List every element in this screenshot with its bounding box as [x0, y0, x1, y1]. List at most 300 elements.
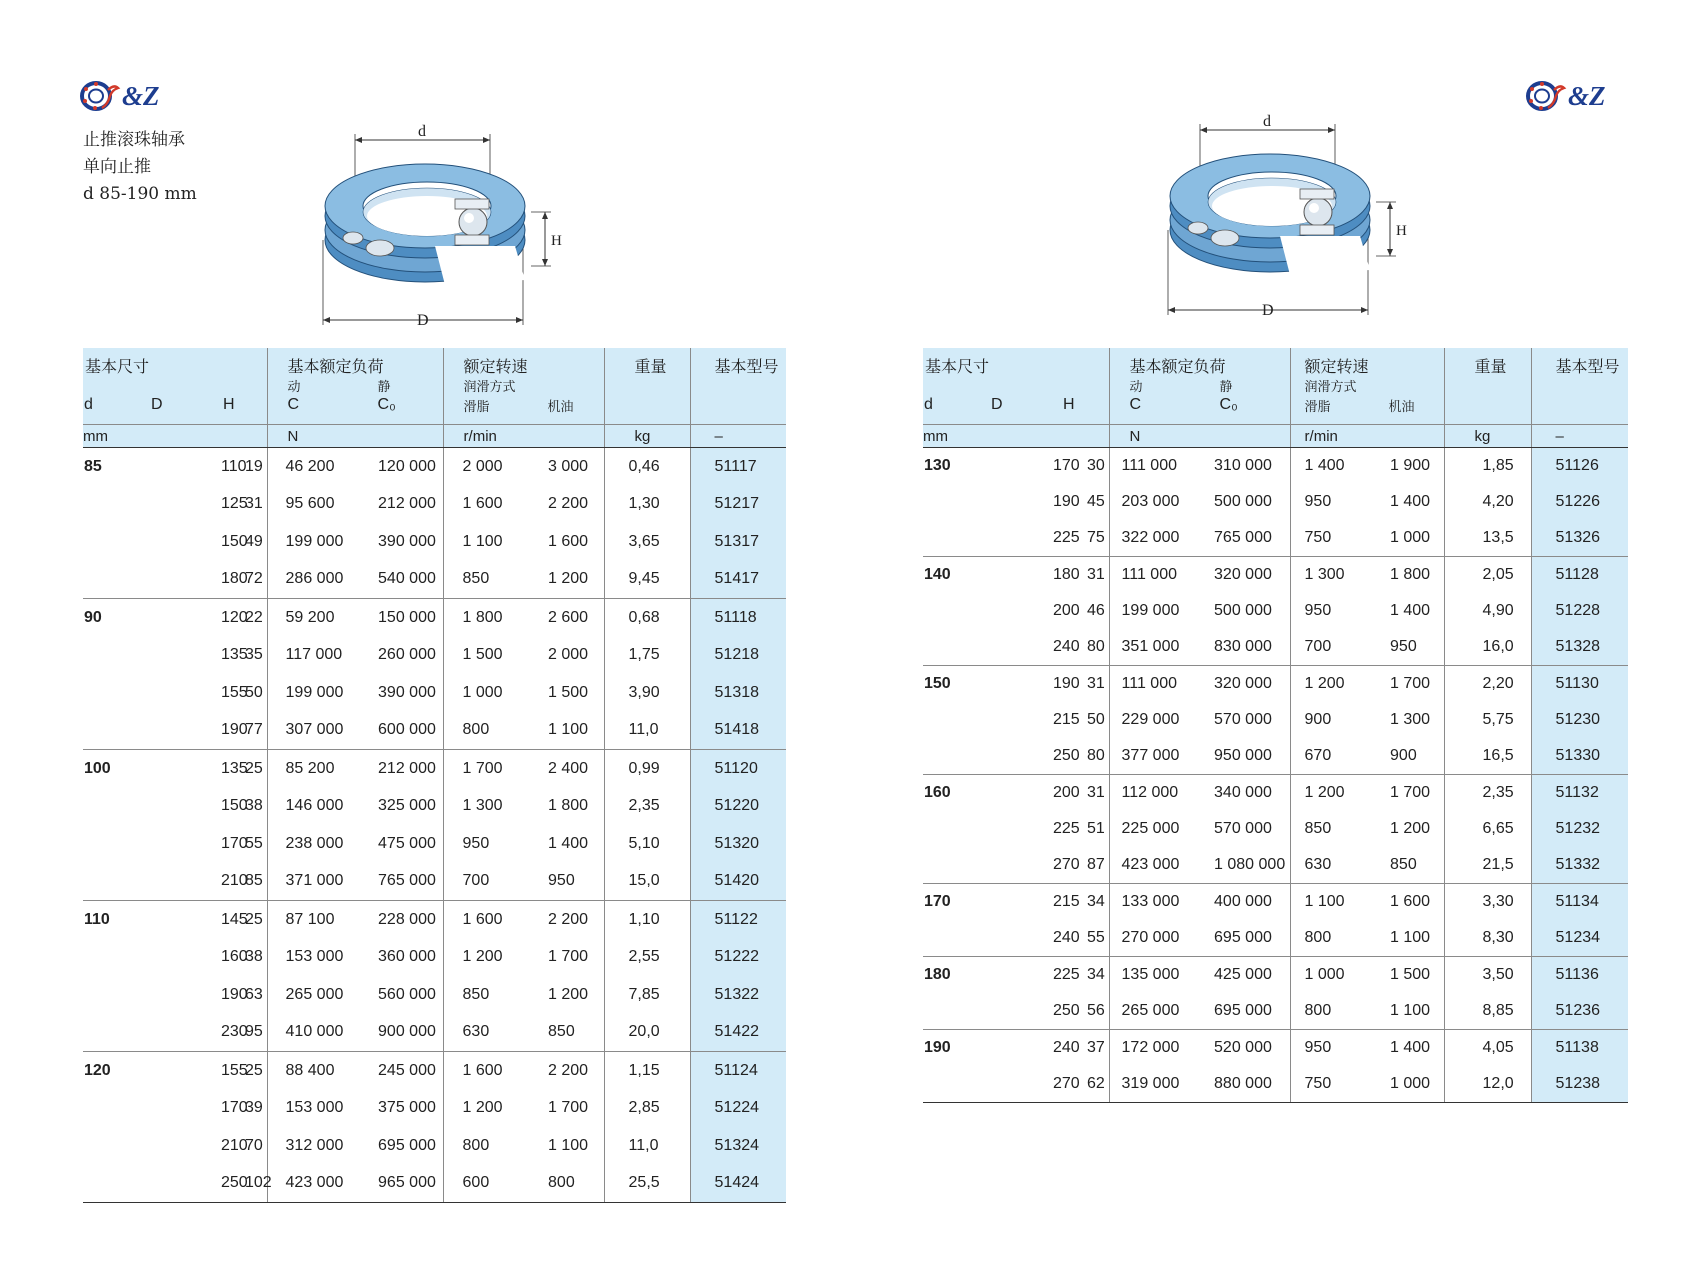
cell-c0: 150 000 [360, 599, 443, 637]
thrust-bearing-diagram-right [1160, 110, 1420, 325]
table-row [83, 788, 786, 826]
cell-grease: 800 [462, 721, 490, 739]
cell-oil: 1 200 [529, 561, 604, 599]
cell-model: 51324 [690, 1127, 786, 1165]
cell-d [83, 976, 151, 1014]
cell-d: 190 [991, 666, 1059, 703]
cell-model: 51320 [690, 825, 786, 863]
cell-d: 240 [1053, 929, 1080, 946]
cell-d [923, 520, 991, 557]
cell-d: 240 [1053, 638, 1080, 655]
cell-d: 155 [221, 683, 248, 701]
table-row [83, 674, 786, 712]
cell-grease: 850 [462, 570, 490, 588]
unit-mm: mm [83, 425, 267, 448]
cell-oil: 950 [529, 863, 604, 901]
cell-c0: 390 000 [360, 674, 443, 712]
cell-c: 225 000 [1121, 820, 1180, 837]
cell-grease: 800 [1304, 929, 1332, 946]
cell-model: 51318 [690, 674, 786, 712]
cell-d: 270 [991, 1066, 1059, 1103]
cell-d: 225 [1053, 529, 1080, 546]
cell-d: 120 [83, 1052, 151, 1090]
cell-d: 150 [221, 797, 248, 815]
cell-model: 51128 [1531, 557, 1628, 594]
table-body [923, 348, 1628, 1103]
cell-grease: 700 [1304, 638, 1332, 655]
cell-kg: 4,20 [1444, 484, 1531, 520]
cell-model: 51130 [1531, 666, 1628, 703]
cell-kg: 0,68 [604, 599, 690, 637]
cell-d: 270 [1053, 856, 1080, 873]
table-row [83, 825, 786, 863]
cell-oil: 3 000 [529, 448, 604, 486]
cell-grease: 800 [462, 1136, 490, 1154]
unit-dash: – [1531, 425, 1628, 448]
cell-kg: 0,99 [604, 750, 690, 788]
cell-model: 51234 [1531, 920, 1628, 957]
cell-kg: 2,85 [604, 1090, 690, 1128]
cell-c0: 695 000 [360, 1127, 443, 1165]
cell-h: 45 [1059, 484, 1109, 520]
cell-d: 225 [991, 957, 1059, 994]
unit-kg: kg [1444, 425, 1531, 448]
cell-d: 180 [221, 570, 248, 588]
cell-grease: 630 [462, 1023, 490, 1041]
cell-oil: 1 600 [1376, 884, 1444, 921]
cell-d [83, 523, 151, 561]
cell-c: 111 000 [1121, 457, 1177, 474]
table-row [923, 811, 1628, 847]
cell-grease: 850 [1304, 820, 1332, 837]
cell-d [83, 1090, 151, 1128]
cell-grease: 950 [1304, 493, 1332, 510]
cell-d: 180 [991, 557, 1059, 594]
cell-kg: 9,45 [604, 561, 690, 599]
cell-h: 75 [1059, 520, 1109, 557]
cell-model: 51417 [690, 561, 786, 599]
table-row [923, 629, 1628, 666]
table-row [83, 750, 786, 788]
cell-c0: 880 000 [1202, 1066, 1290, 1103]
cell-d: 210 [221, 1136, 248, 1154]
cell-oil: 850 [529, 1014, 604, 1052]
table-row [83, 1052, 786, 1090]
cell-c: 423 000 [1121, 856, 1180, 873]
cell-d [83, 1014, 151, 1052]
unit-rpm: r/min [443, 425, 604, 448]
cell-c0: 830 000 [1202, 629, 1290, 666]
cell-h: 51 [1059, 811, 1109, 847]
cell-kg: 16,5 [1444, 738, 1531, 775]
cell-model: 51118 [690, 599, 786, 637]
cell-d: 190 [1053, 493, 1080, 510]
d-dimension-label: d [1263, 113, 1271, 130]
cell-c: 111 000 [1109, 557, 1202, 594]
cell-grease: 1 600 [443, 901, 529, 939]
cell-model: 51217 [690, 486, 786, 524]
cell-h: 35 [217, 637, 267, 675]
cell-kg: 1,15 [604, 1052, 690, 1090]
cell-c: 270 000 [1121, 929, 1180, 946]
cell-c0: 600 000 [360, 712, 443, 750]
table-units-row [83, 425, 786, 448]
cell-d: 180 [923, 957, 991, 994]
cell-c0: 570 000 [1202, 702, 1290, 738]
cell-model: 51132 [1531, 775, 1628, 812]
cell-kg: 0,46 [604, 448, 690, 486]
cell-kg: 20,0 [604, 1014, 690, 1052]
cell-h: 19 [217, 448, 267, 486]
cell-d: 190 [923, 1030, 991, 1067]
cell-h: 46 [1059, 593, 1109, 629]
cell-c: 312 000 [285, 1136, 344, 1154]
cell-d [923, 847, 991, 884]
cell-c: 238 000 [285, 834, 344, 852]
title-line-3: d 85-190 mm [83, 184, 197, 204]
cell-h: 70 [217, 1127, 267, 1165]
cell-kg: 15,0 [604, 863, 690, 901]
cell-h: 31 [1059, 666, 1109, 703]
header-speed: 额定转速 润滑方式 滑脂 机油 [443, 348, 604, 425]
table-row [83, 863, 786, 901]
cell-c0: 765 000 [360, 863, 443, 901]
cell-oil: 1 400 [529, 825, 604, 863]
d-dimension-label: d [418, 123, 426, 140]
cell-oil: 1 900 [1376, 448, 1444, 485]
cell-grease: 1 400 [1304, 457, 1345, 474]
cell-grease: 1 000 [462, 683, 503, 701]
cell-c: 88 400 [267, 1052, 360, 1090]
cell-c0: 400 000 [1202, 884, 1290, 921]
cell-model: 51117 [690, 448, 786, 486]
cell-h: 62 [1059, 1066, 1109, 1103]
table-row [923, 1066, 1628, 1103]
cell-c0: 425 000 [1202, 957, 1290, 994]
cell-d: 210 [221, 872, 248, 890]
cell-oil: 1 700 [1376, 666, 1444, 703]
cell-kg: 7,85 [604, 976, 690, 1014]
cell-c0: 325 000 [360, 788, 443, 826]
cell-model: 51330 [1531, 738, 1628, 775]
cell-model: 51332 [1531, 847, 1628, 884]
cell-kg: 3,30 [1444, 884, 1531, 921]
cell-h: 37 [1059, 1030, 1109, 1067]
cell-grease: 750 [1290, 1066, 1376, 1103]
cell-d: 225 [1053, 820, 1080, 837]
cell-d: 250 [151, 1165, 217, 1203]
cell-h: 34 [1059, 884, 1109, 921]
cell-c: 265 000 [1121, 1002, 1180, 1019]
cell-d: 110 [221, 457, 247, 475]
cell-d: 125 [221, 495, 248, 513]
header-weight: 重量 [604, 348, 690, 425]
cell-d: 160 [221, 948, 248, 966]
cell-kg: 2,05 [1444, 557, 1531, 594]
header-designation: 基本型号 [1531, 348, 1628, 425]
product-title [83, 127, 197, 208]
cell-h: 25 [217, 750, 267, 788]
cell-kg: 2,35 [604, 788, 690, 826]
cell-c0: 520 000 [1202, 1030, 1290, 1067]
cell-grease: 950 [462, 834, 490, 852]
header-basic-dims: 基本尺寸 d D H [923, 348, 1109, 425]
cell-h: 55 [1059, 920, 1109, 957]
header-load-ratings: 基本额定负荷 动 静 C C₀ [1109, 348, 1290, 425]
cell-grease: 630 [1304, 856, 1332, 873]
cell-oil: 950 [1376, 629, 1444, 666]
cell-d [923, 702, 991, 738]
table-row [83, 901, 786, 939]
cell-model: 51238 [1531, 1066, 1628, 1103]
table-row [923, 775, 1628, 812]
cell-kg: 25,5 [604, 1165, 690, 1203]
header-weight: 重量 [1444, 348, 1531, 425]
cell-kg: 13,5 [1444, 520, 1531, 557]
cell-c: 203 000 [1121, 493, 1180, 510]
cell-c: 377 000 [1121, 747, 1180, 764]
D-dimension-label: D [417, 312, 429, 329]
cell-model: 51228 [1531, 593, 1628, 629]
cell-d: 200 [1053, 602, 1080, 619]
table-row [83, 448, 786, 486]
cell-h: 63 [217, 976, 267, 1014]
cell-d: 190 [221, 721, 248, 739]
table-row [83, 939, 786, 977]
cell-oil: 1 700 [529, 1090, 604, 1128]
cell-d: 170 [221, 834, 248, 852]
cell-d: 100 [83, 750, 151, 788]
unit-dash: – [690, 425, 786, 448]
header-designation: 基本型号 [690, 348, 786, 425]
unit-mm: mm [923, 425, 1109, 448]
table-row [83, 1165, 786, 1203]
cell-d [83, 939, 151, 977]
cell-oil: 1 800 [529, 788, 604, 826]
cell-kg: 6,65 [1444, 811, 1531, 847]
D-dimension-label: D [1262, 302, 1274, 319]
cell-grease: 1 200 [462, 1099, 503, 1117]
cell-model: 51134 [1531, 884, 1628, 921]
cell-h: 50 [217, 674, 267, 712]
cell-c: 95 600 [285, 495, 335, 513]
cell-h: 38 [217, 939, 267, 977]
unit-rpm: r/min [1290, 425, 1444, 448]
cell-d: 215 [991, 884, 1059, 921]
cell-model: 51136 [1531, 957, 1628, 994]
cell-c0: 212 000 [360, 750, 443, 788]
cell-c0: 360 000 [360, 939, 443, 977]
unit-N: N [1109, 425, 1290, 448]
cell-c: 153 000 [285, 1099, 344, 1117]
cell-c0: 540 000 [360, 561, 443, 599]
cell-d [83, 1165, 151, 1203]
cell-d: 190 [221, 985, 248, 1003]
cell-d [83, 825, 151, 863]
cell-kg: 21,5 [1444, 847, 1531, 884]
cell-h: 77 [217, 712, 267, 750]
table-row [83, 599, 786, 637]
brand-logo [80, 80, 160, 112]
cell-grease: 1 100 [1290, 884, 1376, 921]
table-row [83, 976, 786, 1014]
title-line-2: 单向止推 [83, 157, 151, 177]
cell-model: 51218 [690, 637, 786, 675]
table-units-row [923, 425, 1628, 448]
cell-c: 410 000 [285, 1023, 344, 1041]
table-row [83, 486, 786, 524]
cell-oil: 850 [1376, 847, 1444, 884]
cell-grease: 1 700 [443, 750, 529, 788]
cell-c0: 950 000 [1202, 738, 1290, 775]
cell-h: 102 [217, 1165, 267, 1203]
cell-model: 51322 [690, 976, 786, 1014]
cell-c: 59 200 [267, 599, 360, 637]
table-row [923, 847, 1628, 884]
cell-kg: 1,75 [604, 637, 690, 675]
table-row [923, 957, 1628, 994]
cell-kg: 2,35 [1444, 775, 1531, 812]
cell-kg: 2,55 [604, 939, 690, 977]
cell-oil: 1 700 [1376, 775, 1444, 812]
table-body [83, 348, 786, 1203]
cell-oil: 1 300 [1376, 702, 1444, 738]
cell-oil: 1 400 [1376, 484, 1444, 520]
cell-h: 87 [1059, 847, 1109, 884]
cell-model: 51220 [690, 788, 786, 826]
cell-oil: 2 200 [529, 486, 604, 524]
table-row [83, 712, 786, 750]
cell-d [83, 712, 151, 750]
cell-c0: 965 000 [360, 1165, 443, 1203]
cell-h: 31 [1059, 775, 1109, 812]
table-row [83, 1127, 786, 1165]
table-row [923, 920, 1628, 957]
cell-kg: 16,0 [1444, 629, 1531, 666]
cell-kg: 3,65 [604, 523, 690, 561]
cell-c0: 120 000 [360, 448, 443, 486]
cell-d: 250 [1053, 747, 1080, 764]
header-basic-dims: 基本尺寸 d D H [83, 348, 267, 425]
cell-oil: 1 500 [529, 674, 604, 712]
cell-d: 170 [1053, 457, 1080, 474]
cell-d [923, 811, 991, 847]
cell-c: 112 000 [1109, 775, 1202, 812]
cell-d [923, 738, 991, 775]
cell-oil: 1 700 [529, 939, 604, 977]
cell-model: 51224 [690, 1090, 786, 1128]
table-row [923, 484, 1628, 520]
cell-oil: 1 200 [1376, 811, 1444, 847]
cell-c: 153 000 [285, 948, 344, 966]
table-row [923, 448, 1628, 485]
cell-kg: 3,90 [604, 674, 690, 712]
table-header [923, 348, 1628, 425]
table-row [923, 702, 1628, 738]
cell-d [83, 1127, 151, 1165]
cell-d: 240 [991, 1030, 1059, 1067]
cell-c: 87 100 [267, 901, 360, 939]
cell-h: 50 [1059, 702, 1109, 738]
cell-h: 80 [1059, 629, 1109, 666]
cell-grease: 750 [1304, 529, 1332, 546]
cell-h: 80 [1059, 738, 1109, 775]
cell-h: 31 [217, 486, 267, 524]
cell-c: 85 200 [267, 750, 360, 788]
brand-logo-right [1526, 80, 1606, 112]
cell-d: 155 [151, 1052, 217, 1090]
cell-c0: 375 000 [360, 1090, 443, 1128]
cell-d: 160 [923, 775, 991, 812]
cell-c0: 228 000 [360, 901, 443, 939]
cell-h: 95 [217, 1014, 267, 1052]
cell-model: 51420 [690, 863, 786, 901]
cell-c0: 765 000 [1202, 520, 1290, 557]
cell-d [83, 637, 151, 675]
table-row [923, 666, 1628, 703]
cell-c: 371 000 [285, 872, 344, 890]
cell-c0: 500 000 [1202, 484, 1290, 520]
cell-grease: 800 [1304, 1002, 1332, 1019]
cell-grease: 700 [462, 872, 490, 890]
cell-oil: 1 400 [1376, 593, 1444, 629]
cell-grease: 600 [443, 1165, 529, 1203]
cell-model: 51328 [1531, 629, 1628, 666]
cell-d: 150 [221, 532, 248, 550]
cell-h: 34 [1059, 957, 1109, 994]
cell-d: 215 [1053, 711, 1080, 728]
cell-h: 55 [217, 825, 267, 863]
cell-grease: 1 000 [1290, 957, 1376, 994]
cell-h: 38 [217, 788, 267, 826]
cell-c0: 212 000 [360, 486, 443, 524]
cell-h: 85 [217, 863, 267, 901]
cell-kg: 4,90 [1444, 593, 1531, 629]
cell-d: 170 [923, 884, 991, 921]
cell-model: 51222 [690, 939, 786, 977]
table-header [83, 348, 786, 425]
cell-model: 51317 [690, 523, 786, 561]
cell-model: 51236 [1531, 993, 1628, 1030]
cell-c: 199 000 [1121, 602, 1180, 619]
unit-kg: kg [604, 425, 690, 448]
cell-d: 150 [923, 666, 991, 703]
cell-model: 51122 [690, 901, 786, 939]
table-row [83, 1014, 786, 1052]
cell-grease: 950 [1304, 602, 1332, 619]
cell-kg: 5,10 [604, 825, 690, 863]
logo-text: &Z [122, 80, 160, 111]
cell-c: 172 000 [1109, 1030, 1202, 1067]
cell-h: 39 [217, 1090, 267, 1128]
cell-grease: 1 200 [462, 948, 503, 966]
cell-kg: 4,05 [1444, 1030, 1531, 1067]
cell-c: 265 000 [285, 985, 344, 1003]
cell-model: 51230 [1531, 702, 1628, 738]
cell-d [83, 674, 151, 712]
cell-model: 51126 [1531, 448, 1628, 485]
header-load-ratings: 基本额定负荷 动 静 C C₀ [267, 348, 443, 425]
cell-h: 56 [1059, 993, 1109, 1030]
cell-c: 229 000 [1121, 711, 1180, 728]
cell-oil: 1 400 [1376, 1030, 1444, 1067]
cell-oil: 2 000 [529, 637, 604, 675]
cell-model: 51326 [1531, 520, 1628, 557]
cell-model: 51138 [1531, 1030, 1628, 1067]
logo-text: &Z [1568, 80, 1606, 111]
cell-d [923, 993, 991, 1030]
cell-oil: 1 100 [1376, 920, 1444, 957]
